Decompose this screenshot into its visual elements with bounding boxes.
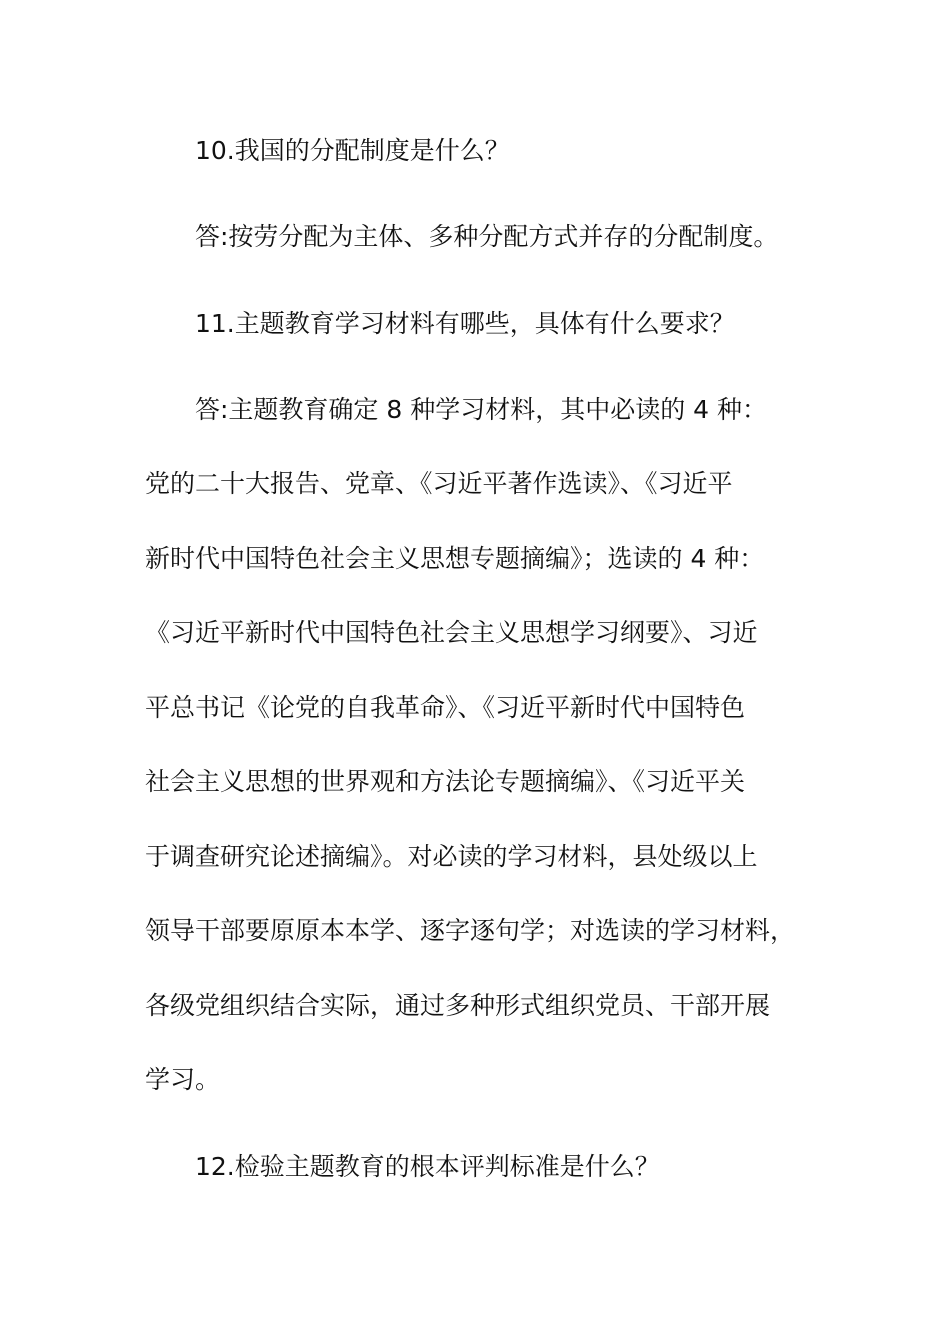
question-12: 12.检验主题教育的根本评判标准是什么？ — [195, 1152, 660, 1181]
answer-11-line: 社会主义思想的世界观和方法论专题摘编》、《习近平关 — [145, 767, 746, 796]
answer-11-line: 于调查研究论述摘编》。对必读的学习材料，县处级以上 — [145, 842, 758, 871]
question-11: 11.主题教育学习材料有哪些，具体有什么要求？ — [195, 309, 735, 338]
answer-11-line: 党的二十大报告、党章、《习近平著作选读》、《习近平 — [145, 469, 733, 498]
answer-11-line: 《习近平新时代中国特色社会主义思想学习纲要》、习近 — [145, 618, 758, 647]
answer-11-line: 新时代中国特色社会主义思想专题摘编》；选读的 4 种： — [145, 544, 765, 573]
answer-11-line: 各级党组织结合实际，通过多种形式组织党员、干部开展 — [145, 991, 771, 1020]
answer-11-line: 领导干部要原原本本学、逐字逐句学；对选读的学习材料， — [145, 916, 796, 945]
answer-11-line: 答:主题教育确定 8 种学习材料，其中必读的 4 种： — [195, 395, 768, 424]
answer-11-line: 平总书记《论党的自我革命》、《习近平新时代中国特色 — [145, 693, 746, 722]
question-10: 10.我国的分配制度是什么？ — [195, 136, 510, 165]
answer-10: 答:按劳分配为主体、多种分配方式并存的分配制度。 — [195, 222, 779, 251]
answer-11-line: 学习。 — [145, 1065, 221, 1094]
